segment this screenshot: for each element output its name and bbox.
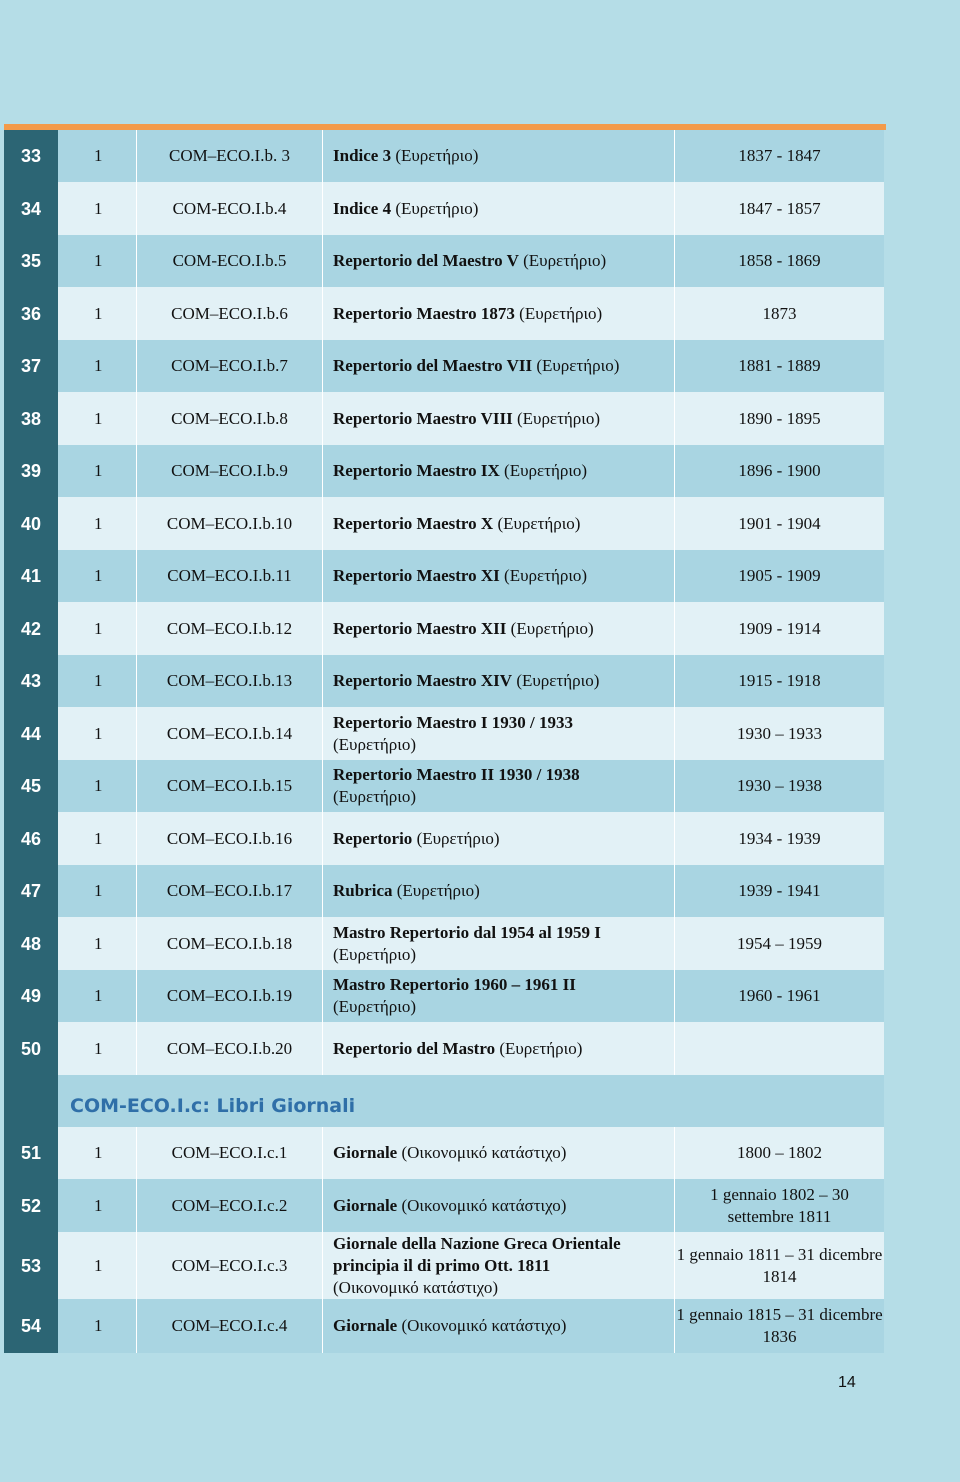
date-range: 1930 – 1933	[737, 723, 822, 743]
date-range: 1896 - 1900	[738, 461, 821, 480]
archive-code: COM–ECO.I.b.10	[137, 497, 323, 550]
table-row	[4, 182, 884, 235]
row-number: 49	[4, 970, 58, 1022]
archive-code: COM–ECO.I.c.2	[137, 1179, 323, 1232]
volume-count: 1	[58, 865, 137, 917]
table-row	[4, 1299, 884, 1353]
volume-count: 1	[58, 707, 137, 760]
volume-count: 1	[58, 655, 137, 707]
archive-code: COM–ECO.I.b.19	[137, 970, 323, 1022]
volume-count: 1	[58, 287, 137, 340]
row-number: 39	[4, 445, 58, 497]
date-range: 1915 - 1918	[738, 671, 821, 690]
row-number: 48	[4, 917, 58, 970]
row-number: 33	[4, 130, 58, 182]
date-range: 1930 – 1938	[737, 776, 822, 795]
table-row	[4, 340, 884, 392]
table-row	[4, 287, 884, 340]
date-range: 1873	[762, 303, 797, 323]
date-range: 1 gennaio 1802 – 30 settembre 1811	[710, 1184, 849, 1226]
table-row	[4, 865, 884, 917]
archive-code: COM-ECO.I.b.5	[137, 235, 323, 287]
archive-code: COM–ECO.I.c.3	[137, 1232, 323, 1299]
date-range: 1960 - 1961	[738, 986, 821, 1005]
volume-count: 1	[58, 182, 137, 235]
description: Giornale della Nazione Greca Orientale principia il di primo Ott. 1811 (Οικονομικό κατάστιχο)	[323, 1232, 675, 1299]
description: Giornale (Οικονομικό κατάστιχο)	[323, 1127, 675, 1179]
archive-code: COM–ECO.I.b.15	[137, 760, 323, 812]
row-number: 54	[4, 1299, 58, 1353]
description: Indice 4 (Ευρετήριο)	[323, 182, 675, 235]
row-number: 51	[4, 1127, 58, 1179]
description: Repertorio del Maestro V (Ευρετήριο)	[323, 235, 675, 287]
date-range: 1847 - 1857	[738, 198, 821, 218]
archive-code: COM–ECO.I.b.18	[137, 917, 323, 970]
row-number: 46	[4, 812, 58, 865]
row-number: 36	[4, 287, 58, 340]
table-row	[4, 445, 884, 497]
archive-code: COM–ECO.I.b.11	[137, 550, 323, 602]
row-number: 53	[4, 1232, 58, 1299]
row-number: 47	[4, 865, 58, 917]
volume-count: 1	[58, 392, 137, 445]
table-row	[4, 917, 884, 970]
page-number: 14	[838, 1374, 856, 1391]
date-range: 1939 - 1941	[738, 881, 821, 900]
description: Repertorio Maestro IX (Ευρετήριο)	[323, 445, 675, 497]
description: Repertorio del Mastro (Ευρετήριο)	[323, 1022, 675, 1075]
table-row	[4, 970, 884, 1022]
archive-table	[4, 130, 884, 1353]
date-range	[675, 1022, 884, 1075]
archive-code: COM–ECO.I.b.17	[137, 865, 323, 917]
row-number: 40	[4, 497, 58, 550]
description: Rubrica (Ευρετήριο)	[323, 865, 675, 917]
archive-code: COM–ECO.I.b.13	[137, 655, 323, 707]
row-number: 41	[4, 550, 58, 602]
date-range: 1837 - 1847	[738, 146, 821, 165]
volume-count: 1	[58, 812, 137, 865]
description: Repertorio Maestro 1873 (Ευρετήριο)	[323, 287, 675, 340]
date-range: 1905 - 1909	[738, 566, 821, 585]
description: Giornale (Οικονομικό κατάστιχο)	[323, 1299, 675, 1353]
archive-code: COM–ECO.I.b.12	[137, 602, 323, 655]
description: Repertorio (Ευρετήριο)	[323, 812, 675, 865]
table-row	[4, 130, 884, 182]
section-title: COM-ECO.I.c: Libri Giornali	[70, 1095, 356, 1117]
date-range: 1800 – 1802	[737, 1143, 822, 1162]
volume-count: 1	[58, 1127, 137, 1179]
description: Repertorio Maestro XII (Ευρετήριο)	[323, 602, 675, 655]
archive-code: COM–ECO.I.b.6	[137, 287, 323, 340]
description: Repertorio Maestro X (Ευρετήριο)	[323, 497, 675, 550]
volume-count: 1	[58, 550, 137, 602]
description: Repertorio Maestro VIII (Ευρετήριο)	[323, 392, 675, 445]
volume-count: 1	[58, 497, 137, 550]
volume-count: 1	[58, 917, 137, 970]
volume-count: 1	[58, 340, 137, 392]
description: Repertorio Maestro I 1930 / 1933 (Ευρετήριο)	[323, 707, 675, 760]
date-range: 1954 – 1959	[737, 933, 822, 953]
table-row	[4, 497, 884, 550]
volume-count: 1	[58, 130, 137, 182]
archive-code: COM–ECO.I.c.4	[137, 1299, 323, 1353]
table-row	[4, 812, 884, 865]
archive-code: COM–ECO.I.b. 3	[137, 130, 323, 182]
volume-count: 1	[58, 235, 137, 287]
row-number: 38	[4, 392, 58, 445]
table-row	[4, 1232, 884, 1299]
date-range: 1 gennaio 1815 – 31 dicembre 1836	[676, 1305, 883, 1346]
table-row	[4, 760, 884, 812]
volume-count: 1	[58, 970, 137, 1022]
description: Indice 3 (Ευρετήριο)	[323, 130, 675, 182]
row-number-blank	[4, 1075, 58, 1127]
table-row	[4, 1179, 884, 1232]
date-range: 1858 - 1869	[738, 251, 821, 270]
row-number: 42	[4, 602, 58, 655]
table-row	[4, 235, 884, 287]
description: Repertorio Maestro XI (Ευρετήριο)	[323, 550, 675, 602]
row-number: 52	[4, 1179, 58, 1232]
description: Repertorio Maestro XIV (Ευρετήριο)	[323, 655, 675, 707]
section-header	[4, 1075, 884, 1127]
description: Repertorio Maestro II 1930 / 1938 (Ευρετήριο)	[323, 760, 675, 812]
date-range: 1881 - 1889	[738, 356, 821, 375]
archive-code: COM–ECO.I.b.7	[137, 340, 323, 392]
table-row	[4, 655, 884, 707]
date-range: 1934 - 1939	[738, 828, 821, 848]
archive-code: COM-ECO.I.b.4	[137, 182, 323, 235]
volume-count: 1	[58, 1299, 137, 1353]
row-number: 34	[4, 182, 58, 235]
row-number: 37	[4, 340, 58, 392]
row-number: 50	[4, 1022, 58, 1075]
archive-code: COM–ECO.I.b.16	[137, 812, 323, 865]
date-range: 1890 - 1895	[738, 408, 821, 428]
row-number: 35	[4, 235, 58, 287]
table-row	[4, 1127, 884, 1179]
volume-count: 1	[58, 602, 137, 655]
table-row	[4, 550, 884, 602]
volume-count: 1	[58, 1179, 137, 1232]
table-row	[4, 707, 884, 760]
row-number: 45	[4, 760, 58, 812]
archive-code: COM–ECO.I.b.14	[137, 707, 323, 760]
volume-count: 1	[58, 1232, 137, 1299]
description: Mastro Repertorio 1960 – 1961 II (Ευρετήριο)	[323, 970, 675, 1022]
row-number: 44	[4, 707, 58, 760]
date-range: 1 gennaio 1811 – 31 dicembre 1814	[676, 1244, 883, 1286]
archive-code: COM–ECO.I.b.8	[137, 392, 323, 445]
volume-count: 1	[58, 445, 137, 497]
description: Giornale (Οικονομικό κατάστιχο)	[323, 1179, 675, 1232]
description: Mastro Repertorio dal 1954 al 1959 I (Ευρετήριο)	[323, 917, 675, 970]
date-range: 1901 - 1904	[738, 513, 821, 533]
date-range: 1909 - 1914	[738, 618, 821, 638]
table-row	[4, 1022, 884, 1075]
table-row	[4, 392, 884, 445]
table-row	[4, 602, 884, 655]
archive-code: COM–ECO.I.c.1	[137, 1127, 323, 1179]
description: Repertorio del Maestro VII (Ευρετήριο)	[323, 340, 675, 392]
volume-count: 1	[58, 760, 137, 812]
row-number: 43	[4, 655, 58, 707]
archive-code: COM–ECO.I.b.9	[137, 445, 323, 497]
volume-count: 1	[58, 1022, 137, 1075]
archive-code: COM–ECO.I.b.20	[137, 1022, 323, 1075]
